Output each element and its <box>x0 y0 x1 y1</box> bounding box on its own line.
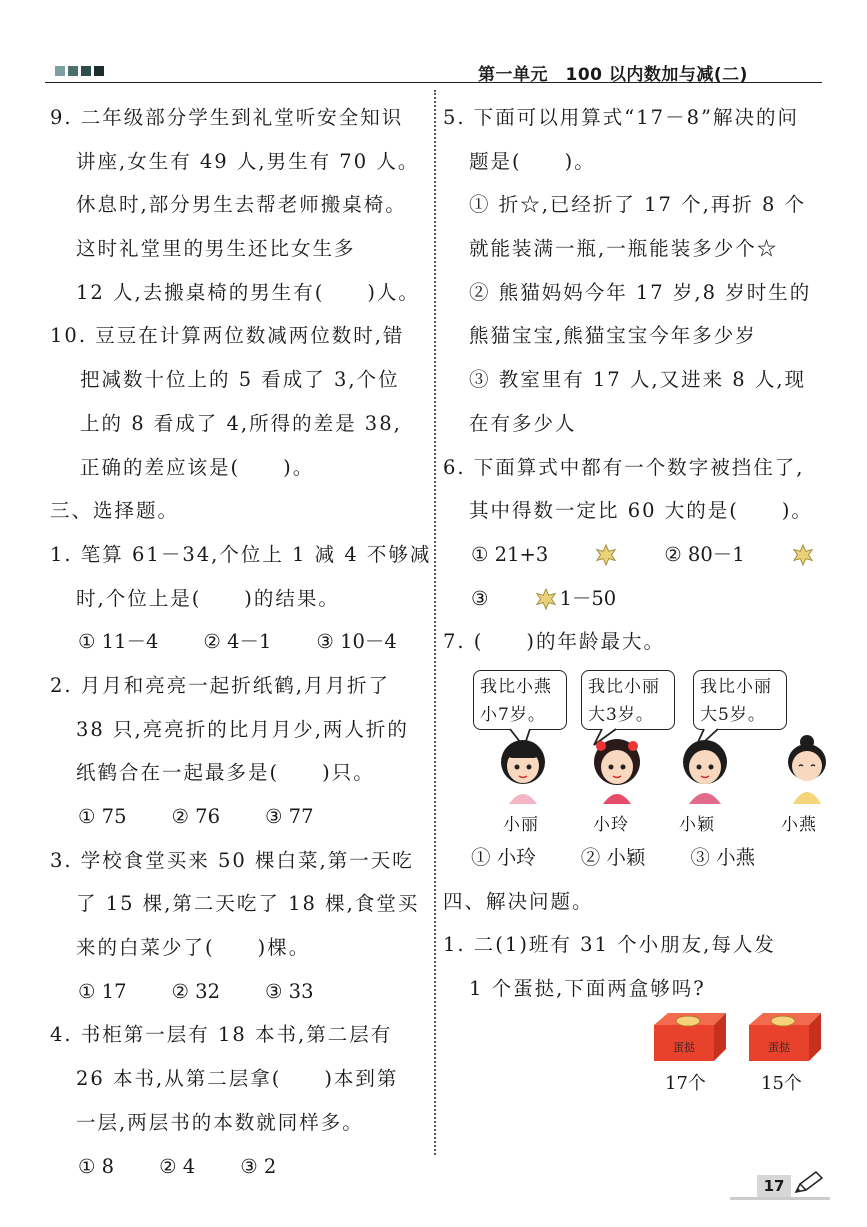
option[interactable]: ② 4－1 <box>203 630 272 654</box>
option[interactable]: ② 4 <box>159 1154 196 1178</box>
box-caption: 15个 <box>761 1072 802 1094</box>
star-cover-icon <box>595 544 617 566</box>
text-line: 1. 笔算 61－34,个位上 1 减 4 不够减 <box>50 542 432 566</box>
options <box>50 970 425 1014</box>
text-line: 5. 下面可以用算式“17－8”解决的问 <box>443 106 799 129</box>
options <box>50 1145 425 1189</box>
choice-question-6 <box>443 446 828 621</box>
text-line: 了 15 棵,第二天吃了 18 棵,食堂买 <box>76 892 420 916</box>
header-square <box>68 66 78 76</box>
text-line: 正确的差应该是( )。 <box>80 455 315 479</box>
girl-xiaoling-icon <box>585 734 649 804</box>
girl-xiaoyan-icon <box>775 734 839 804</box>
section-title-problems: 四、解决问题。 <box>443 889 594 913</box>
text-line: 讲座,女生有 49 人,男生有 70 人。 <box>76 149 420 173</box>
tart-box-icon <box>743 1011 823 1063</box>
choice-question-7 <box>443 620 828 879</box>
tart-boxes <box>443 1011 828 1096</box>
bubble-text: 小7岁。 <box>480 704 546 725</box>
option[interactable]: ③ 77 <box>265 805 314 828</box>
text-line: 把减数十位上的 5 看成了 3,个位 <box>80 368 400 392</box>
option[interactable]: ① 11－4 <box>78 630 159 654</box>
bubble-text: 大5岁。 <box>700 704 766 725</box>
text-line: 来的白菜少了( )棵。 <box>76 936 311 960</box>
header-squares <box>55 66 104 76</box>
speech-bubble <box>693 670 787 730</box>
choice-question-2 <box>50 664 425 839</box>
text-line: 38 只,亮亮折的比月月少,两人折的 <box>76 717 409 741</box>
box-caption: 17个 <box>665 1072 706 1094</box>
box-label: 蛋挞 <box>768 1040 790 1054</box>
option[interactable] <box>471 577 661 621</box>
option-text: ① 21+3 <box>471 542 549 566</box>
bubble-text: 我比小丽 <box>700 676 772 697</box>
speech-bubble <box>473 670 567 730</box>
text-line: 12 人,去搬桌椅的男生有( )人。 <box>76 280 420 304</box>
star-cover-icon <box>792 544 814 566</box>
illustration-kids <box>473 664 828 864</box>
kid-name: 小丽 <box>503 814 539 835</box>
box-label: 蛋挞 <box>673 1040 695 1054</box>
option[interactable] <box>471 533 619 577</box>
text-line: 2. 月月和亮亮一起折纸鹤,月月折了 <box>50 673 391 697</box>
option-text: ③ <box>471 586 489 610</box>
speech-bubble <box>581 670 675 730</box>
text-line: 上的 8 看成了 4,所得的差是 38, <box>80 411 402 435</box>
header-square <box>55 66 65 76</box>
bubble-text: 大3岁。 <box>588 704 654 725</box>
tart-box-icon <box>648 1011 728 1063</box>
option[interactable]: ③ 2 <box>240 1154 277 1178</box>
options <box>50 620 425 664</box>
header-square <box>94 66 104 76</box>
kid-name: 小颖 <box>679 814 715 835</box>
options <box>443 577 828 621</box>
text-line: 纸鹤合在一起最多是( )只。 <box>76 761 375 785</box>
text-line: 1 个蛋挞,下面两盒够吗? <box>469 977 706 1000</box>
text-line: 这时礼堂里的男生还比女生多 <box>76 237 356 261</box>
option-text: ② 80－1 <box>664 542 745 566</box>
text-line: 题是( )。 <box>469 149 596 173</box>
text-line: 其中得数一定比 60 大的是( )。 <box>469 499 813 523</box>
option[interactable]: ① 8 <box>78 1154 115 1178</box>
option[interactable]: ① 75 <box>78 805 127 828</box>
choice-question-5 <box>443 96 828 446</box>
option[interactable] <box>664 533 815 577</box>
problem-1 <box>443 923 828 1095</box>
option-line: 在有多少人 <box>469 411 577 435</box>
option-text: 1－50 <box>559 586 617 610</box>
option-line: 就能装满一瓶,一瓶能装多少个☆ <box>469 237 779 261</box>
choice-question-3 <box>50 839 425 1014</box>
girl-xiaoying-icon <box>673 734 737 804</box>
kid-name: 小玲 <box>593 814 629 835</box>
option[interactable]: ③ 33 <box>265 979 314 1003</box>
option-line: 熊猫宝宝,熊猫宝宝今年多少岁 <box>469 324 757 348</box>
option[interactable]: ③ 10－4 <box>316 630 397 654</box>
text-line: 4. 书柜第一层有 18 本书,第二层有 <box>50 1023 393 1047</box>
option[interactable]: ② 32 <box>171 979 220 1003</box>
option[interactable]: ③ 小燕 <box>690 845 756 869</box>
left-column <box>50 96 432 1188</box>
text-line: 26 本书,从第二层拿( )本到第 <box>76 1067 399 1091</box>
option[interactable]: ② 76 <box>171 805 220 828</box>
option-line[interactable]: ③ 教室里有 17 人,又进来 8 人,现 <box>469 368 807 392</box>
column-divider <box>434 90 436 1155</box>
option[interactable]: ① 17 <box>78 979 127 1003</box>
choice-question-4 <box>50 1013 425 1188</box>
text-line: 9. 二年级部分学生到礼堂听安全知识 <box>50 106 404 129</box>
option[interactable]: ② 小颖 <box>580 845 646 869</box>
kid-name: 小燕 <box>781 814 817 835</box>
bubble-text: 我比小丽 <box>588 676 660 697</box>
star-cover-icon <box>535 588 557 610</box>
header-square <box>81 66 91 76</box>
question-10 <box>50 314 425 489</box>
text-line: 10. 豆豆在计算两位数减两位数时,错 <box>50 324 405 348</box>
option[interactable]: ① 小玲 <box>471 845 536 869</box>
options <box>443 533 828 577</box>
text-line: 时,个位上是( )的结果。 <box>76 586 340 610</box>
text-line: 休息时,部分男生去帮老师搬桌椅。 <box>76 193 407 217</box>
text-line: 一层,两层书的本数就同样多。 <box>76 1110 364 1134</box>
text-line: 1. 二(1)班有 31 个小朋友,每人发 <box>443 933 776 957</box>
footer-strip <box>730 1197 830 1200</box>
girl-xiaoli-icon <box>491 734 555 804</box>
page-number: 17 <box>757 1175 791 1197</box>
text-line: 7. ( )的年龄最大。 <box>443 630 666 654</box>
right-column <box>443 96 828 1096</box>
header-rule <box>45 82 822 83</box>
choice-question-1 <box>50 533 432 664</box>
text-line: 6. 下面算式中都有一个数字被挡住了, <box>443 455 805 479</box>
option-line[interactable]: ① 折☆,已经折了 17 个,再折 8 个 <box>469 193 807 217</box>
pencil-icon <box>792 1170 826 1196</box>
section-title-choice: 三、选择题。 <box>50 499 180 523</box>
unit-title: 第一单元 100 以内数加与减(二) <box>478 65 748 85</box>
question-9 <box>50 96 425 314</box>
options <box>50 795 425 839</box>
option-line[interactable]: ② 熊猫妈妈今年 17 岁,8 岁时生的 <box>469 280 812 304</box>
bubble-text: 我比小燕 <box>480 676 552 697</box>
text-line: 3. 学校食堂买来 50 棵白菜,第一天吃 <box>50 848 414 872</box>
